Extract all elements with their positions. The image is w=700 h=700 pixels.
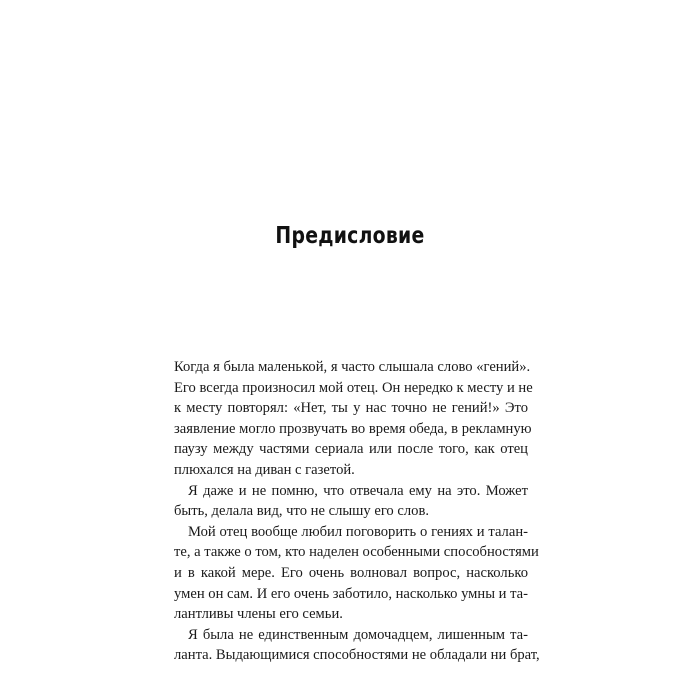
text-line: и в какой мере. Его очень волновал вопрос, насколько [174,564,528,581]
text-line: Его всегда произносил мой отец. Он нередко к месту и не [174,379,533,396]
chapter-title: Предисловие [275,223,425,249]
text-line: лантливы члены его семьи. [174,606,343,623]
text-line: быть, делала вид, что не слышу его слов. [174,503,429,520]
text-line: ланта. Выдающимися способностями не обладали ни брат, [174,647,540,664]
text-line: Я была не единственным домочадцем, лишенным та- [188,626,528,643]
text-line: плюхался на диван с газетой. [174,461,355,478]
body-text [174,357,540,666]
text-line: те, а также о том, кто наделен особенными способностями [174,544,539,561]
text-line: Когда я была маленькой, я часто слышала слово «гений». [174,359,531,375]
text-line: Я даже и не помню, что отвечала ему на это. Может [188,482,528,499]
text-line: паузу между частями сериала или после того, как отец [174,441,528,458]
text-line: к месту повторял: «Нет, ты у нас точно не гений!» Это [174,400,528,417]
text-line: Мой отец вообще любил поговорить о гениях и талан- [188,523,528,540]
text-line: умен он сам. И его очень заботило, насколько умны и та- [174,585,529,602]
text-line: заявление могло прозвучать во время обеда, в рекламную [174,420,532,437]
